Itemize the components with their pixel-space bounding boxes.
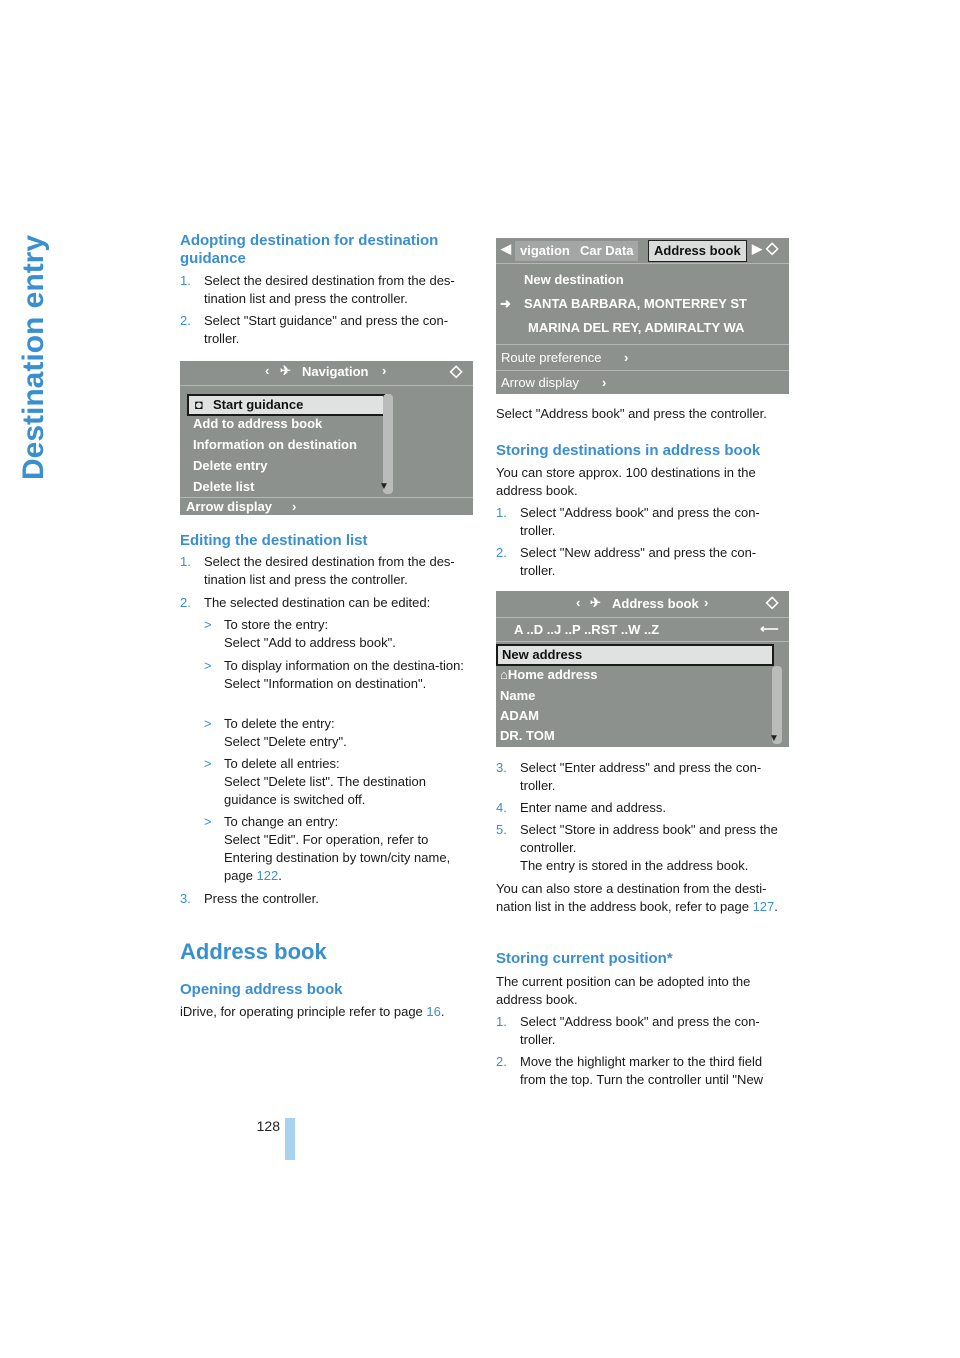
options-icon: ◇ (766, 594, 779, 611)
store-step-1: 1. Select "Address book" and press the con-troller. (496, 505, 760, 538)
right-arrow-icon: ▶ (752, 241, 762, 256)
address-book-list-screenshot: ‹ ✈ Address book › ◇ A ..D ..J ..P ..RST ..W ..Z ⟵ New address ⌂Home address Name ADAM DR. TOM ▼ (496, 591, 789, 747)
adopt-step-2: 2. Select "Start guidance" and press the con-troller. (180, 313, 449, 346)
page-link[interactable]: 16 (426, 1004, 441, 1019)
also-text: You can also store a destination from the desti-nation list in the address book, refer to page 127. (496, 881, 778, 914)
page-number-bar (285, 1118, 295, 1160)
address-book-icon: ✈ (590, 595, 601, 610)
heading-current-position: Storing current position* (496, 950, 673, 967)
route-arrow-icon: ➜ (500, 296, 511, 311)
store-step-5: 5. Select "Store in address book" and press the controller. The entry is stored in the address book. (496, 822, 778, 873)
store-step-4: 4. Enter name and address. (496, 800, 666, 815)
heading-storing: Storing destinations in address book (496, 442, 761, 459)
current-step-2: 2. Move the highlight marker to the third field from the top. Turn the controller until "New (496, 1054, 764, 1087)
heading-address-book: Address book (180, 939, 327, 964)
current-step-1: 1. Select "Address book" and press the con-troller. (496, 1014, 760, 1047)
navigation-menu-screenshot: ‹ ✈ Navigation › ◇ ◘ Start guidance Add to address book Information on destination Delete entry Delete list ▼ Arrow display › (180, 361, 473, 515)
menu-item: Information on destination (193, 437, 357, 452)
heading-editing: Editing the destination list (180, 532, 368, 549)
edit-sub-1: > To store the entry: Select "Add to address book". (204, 617, 396, 650)
options-icon: ◇ (450, 363, 463, 380)
screen-title: Navigation (302, 364, 369, 379)
heading-adopting: Adopting destination for destination guidance (180, 232, 439, 267)
alphabet-selector: A ..D ..J ..P ..RST ..W ..Z (514, 622, 660, 637)
adopt-step-1: 1. Select the desired destination from the des-tination list and press the controller. (180, 273, 455, 306)
caption-address-book: Select "Address book" and press the controller. (496, 406, 767, 421)
screen-title: Address book (612, 596, 699, 611)
storing-intro: You can store approx. 100 destinations in the address book. (496, 465, 756, 498)
page-link[interactable]: 122 (256, 868, 279, 883)
menu-item: Delete entry (193, 458, 268, 473)
menu-item: Add to address book (193, 416, 323, 431)
list-item: ⌂Home address (500, 667, 598, 682)
footer-label: Arrow display (186, 499, 272, 514)
arrow-display: Arrow display (501, 375, 580, 390)
address-book-tab-screenshot: ◀ vigation Car Data Address book ▶ ◇ New destination ➜ SANTA BARBARA, MONTERREY ST MARINA DEL REY, ADMIRALTY WA Route preference › Arrow display › (496, 238, 789, 394)
store-step-3: 3. Select "Enter address" and press the con-troller. (496, 760, 762, 793)
heading-opening: Opening address book (180, 981, 343, 998)
list-item: Name (500, 688, 536, 703)
edit-sub-4: > To delete all entries: Select "Delete list". The destination guidance is switched off. (204, 756, 426, 807)
edit-step-1: 1. Select the desired destination from the des-tination list and press the controller. (180, 554, 455, 587)
list-item: ADAM (500, 708, 539, 723)
destination-entry: SANTA BARBARA, MONTERREY ST (524, 296, 747, 311)
compass-icon: ✈ (280, 363, 291, 378)
opening-text: iDrive, for operating principle refer to page 16. (180, 1004, 445, 1019)
left-arrow-icon: ◀ (501, 241, 511, 256)
route-preference: Route preference (501, 350, 602, 365)
edit-sub-3: > To delete the entry: Select "Delete entry". (204, 716, 347, 749)
tab-navigation: vigation (515, 241, 575, 261)
home-icon: ⌂ (500, 667, 508, 682)
chapter-title: Destination entry (17, 234, 50, 480)
tab-car-data: Car Data (575, 241, 638, 261)
page-number: 128 (256, 1118, 280, 1134)
current-intro: The current position can be adopted into the address book. (496, 974, 751, 1007)
edit-sub-2: > To display information on the destina-tion: Select "Information on destination". (204, 658, 464, 691)
edit-step-3: 3. Press the controller. (180, 891, 319, 906)
edit-sub-5: > To change an entry: Select "Edit". For operation, refer to Entering destination by town/city name, page 122. (204, 814, 451, 883)
page-link[interactable]: 127 (752, 899, 775, 914)
checkbox-icon: ◘ (195, 397, 203, 412)
tab-address-book: Address book (648, 240, 747, 262)
destination-entry: MARINA DEL REY, ADMIRALTY WA (528, 320, 745, 335)
scrollbar (383, 394, 393, 494)
edit-step-2: 2. The selected destination can be edited: (180, 595, 431, 610)
list-item: DR. TOM (500, 728, 555, 743)
menu-item-highlighted: ◘ Start guidance (187, 394, 385, 416)
new-destination: New destination (524, 272, 624, 287)
backspace-icon: ⟵ (760, 621, 779, 636)
chapter-side-tab (14, 230, 54, 480)
store-step-2: 2. Select "New address" and press the con-troller. (496, 545, 757, 578)
options-icon: ◇ (766, 240, 779, 257)
list-item-highlighted: New address (496, 644, 774, 666)
menu-item: Delete list (193, 479, 255, 494)
